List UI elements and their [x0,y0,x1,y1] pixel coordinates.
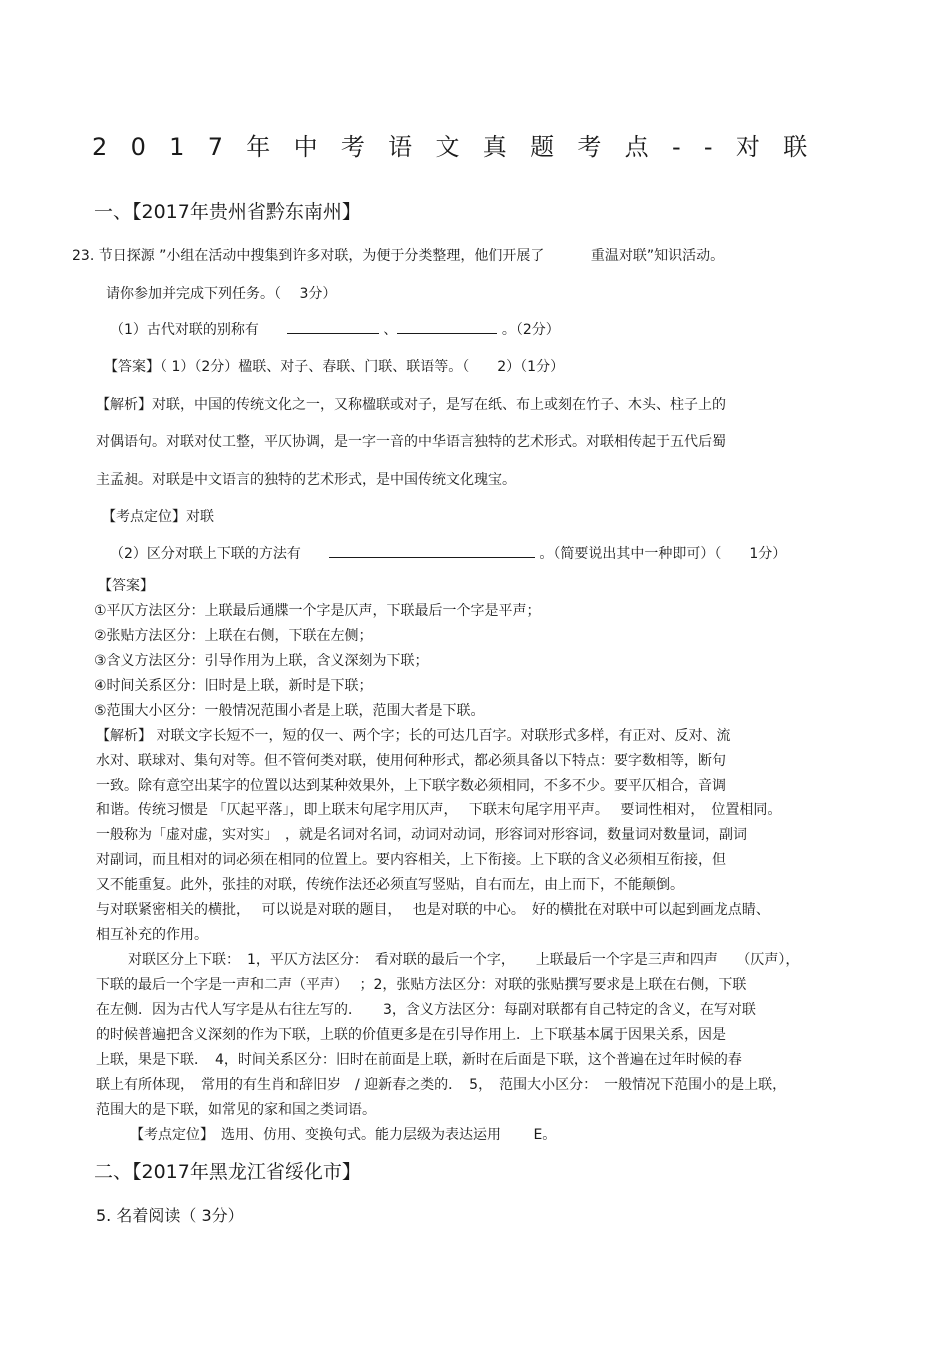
answer-blank-2 [397,321,497,334]
analysis-1-line: 主孟昶。对联是中文语言的独特的艺术形式，是中国传统文化瑰宝。 [96,472,516,488]
subquestion-1-separator: 、 [383,322,398,338]
subquestion-2 [110,545,786,563]
answer-2-item: ③含义方法区分：引导作用为上联，含义深刻为下联； [94,653,429,669]
analysis-2-line: 一致。除有意空出某字的位置以达到某种效果外，上下联字数必须相同，不多不少。要平仄相合，音调 [96,778,726,794]
analysis-3-line: 下联的最后一个字是一声和二声（平声） ；2，张贴方法区分：对联的张贴撰写要求是上联在右侧，下联 [96,977,747,993]
answer-2-item: ④时间关系区分：旧时是上联，新时是下联； [94,678,373,694]
question-23-instruction: 请你参加并完成下列任务。（ 3分） [106,286,337,302]
answer-2-label: 【答案】 [98,578,154,594]
answer-2-item: ⑤范围大小区分：一般情况范围小者是上联，范围大者是下联。 [94,703,485,719]
analysis-2-line: 又不能重复。此外，张挂的对联，传统作法还必须直写竖贴，自右而左，由上而下，不能颠倒。 [96,877,684,893]
answer-blank-3 [329,545,535,558]
subquestion-1-suffix: 。（2分） [501,322,560,338]
analysis-3-line: 联上有所体现， 常用的有生肖和辞旧岁 / 迎新春之类的． 5， 范围大小区分： 一般情况下范围小的是上联， [96,1077,787,1093]
analysis-3-line: 上联，果是下联． 4，时间关系区分：旧时在前面是上联，新时在后面是下联，这个普遍在过年时候的春 [96,1052,742,1068]
analysis-2-line: 水对、联球对、集句对等。但不管何类对联，使用何种形式，都必须具备以下特点：要字数相等，断句 [96,753,726,769]
subquestion-2-prefix: （2）区分对联上下联的方法有 [110,546,301,562]
analysis-3-line: 的时候普遍把含义深刻的作为下联，上联的价值更多是在引导作用上．上下联基本属于因果关系，因是 [96,1027,726,1043]
answer-2-item: ②张贴方法区分：上联在右侧，下联在左侧； [94,628,373,644]
answer-blank-1 [287,321,379,334]
section-heading-guizhou: 一、【2017年贵州省黔东南州】 [94,201,361,223]
analysis-2-line: 【解析】 对联文字长短不一，短的仅一、两个字；长的可达几百字。对联形式多样，有正对、反对、流 [96,728,731,744]
answer-2-item: ①平仄方法区分：上联最后通牒一个字是仄声，下联最后一个字是平声； [94,603,541,619]
analysis-2-line: 相互补充的作用。 [96,927,208,943]
analysis-2-line: 一般称为「虚对虚，实对实」 ，就是名词对名词，动词对动词，形容词对形容词，数量词对数量词，副词 [96,827,747,843]
analysis-2-line: 与对联紧密相关的横批， 可以说是对联的题目， 也是对联的中心。 好的横批在对联中可以起到画龙点睛、 [96,902,770,918]
subquestion-2-suffix: 。（简要说出其中一种即可）（ 1分） [539,546,787,562]
question-23-stem: 23. 节日探源 ”小组在活动中搜集到许多对联，为便于分类整理，他们开展了 重温对联”知识活动。 [72,248,725,264]
answer-1: 【答案】（ 1）（2分）楹联、对子、春联、门联、联语等。（ 2）（1分） [104,359,565,375]
analysis-3-line: 对联区分上下联： 1，平仄方法区分： 看对联的最后一个字， 上联最后一个字是三声和四声 （仄声）， [128,952,800,968]
analysis-1-line: 对偶语句。对联对仗工整，平仄协调，是一字一音的中华语言独特的艺术形式。对联相传起于五代后蜀 [96,434,726,450]
analysis-3-line: 范围大的是下联，如常见的家和国之类词语。 [96,1102,376,1118]
subquestion-1 [110,321,560,339]
analysis-1-line: 【解析】对联，中国的传统文化之一，又称楹联或对子，是写在纸、布上或刻在竹子、木头、柱子上的 [96,397,726,413]
subquestion-1-prefix: （1）古代对联的别称有 [110,322,259,338]
question-5-stem: 5. 名着阅读（ 3分） [96,1206,244,1225]
analysis-3-line: 在左侧．因为古代人写字是从右往左写的． 3，含义方法区分：每副对联都有自己特定的含义，在写对联 [96,1002,756,1018]
kaodian-1: 【考点定位】对联 [102,509,214,525]
kaodian-2: 【考点定位】 选用、仿用、变换句式。能力层级为表达运用 E。 [130,1127,557,1143]
section-heading-heilongjiang: 二、【2017年黑龙江省绥化市】 [94,1161,361,1183]
analysis-2-line: 对副词，而且相对的词必须在相同的位置上。要内容相关，上下衔接。上下联的含义必须相互衔接，但 [96,852,726,868]
page-title: 2017年中考语文真题考点--对联 [92,133,831,161]
analysis-2-line: 和谐。传统习惯是 「仄起平落」，即上联末句尾字用仄声， 下联末句尾字用平声。 要词性相对， 位置相同。 [96,802,782,818]
